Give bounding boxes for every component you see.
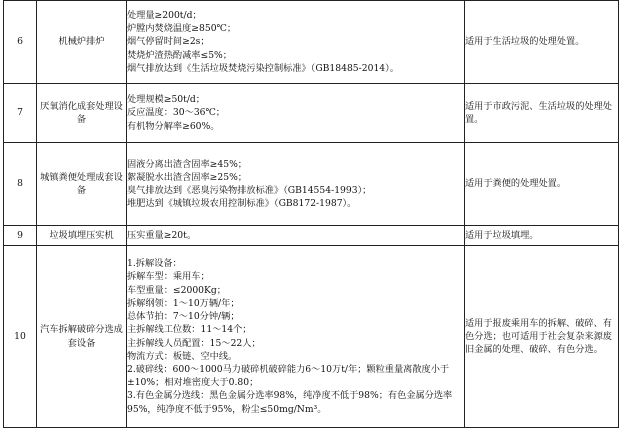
- requirement-line: 烟气停留时间≥2s；: [127, 36, 210, 48]
- requirement-line: 絮凝脱水出渣含固率≥25%；: [127, 171, 247, 183]
- requirement-line: 3.有色金属分选线：黑色金属分选率98%，纯净度不低于98%；有色金属分选率95%，纯净度不低于95%，粉尘≤50mg/Nm³。: [127, 390, 453, 415]
- equipment-name: 机械炉排炉: [37, 1, 127, 84]
- requirement-line: 主拆解线工位数：11～14个；: [127, 324, 252, 336]
- application-scope: 适用于垃圾填埋。: [465, 226, 619, 246]
- application-scope: 适用于粪便的处理处置。: [465, 143, 619, 226]
- requirement-line: 臭气排放达到《恶臭污染物排放标准》（GB14554-1993）；: [127, 185, 372, 196]
- application-scope: 适用于报废乘用车的拆解、破碎、有色分选；也可适用于社会复杂来源废旧金属的处理、破碎、有色分选。: [465, 246, 619, 428]
- row-number: 10: [4, 246, 37, 428]
- technical-requirements: [127, 226, 465, 246]
- requirement-line: 处理量≥200t/d；: [127, 9, 202, 21]
- requirement-line: 主拆解线人员配置：15～22人；: [127, 337, 261, 349]
- requirement-line: 压实重量≥20t。: [127, 229, 197, 241]
- requirement-line: 拆解车型：乘用车；: [127, 271, 210, 283]
- requirement-line: 炉膛内焚烧温度≥850℃；: [127, 23, 237, 35]
- equipment-name: 垃圾填埋压实机: [37, 226, 127, 246]
- table-row: [4, 226, 619, 246]
- requirement-line: 焚烧炉渣热酌减率≤5%；: [127, 49, 232, 61]
- row-number: 7: [4, 84, 37, 143]
- equipment-spec-table: [3, 0, 619, 428]
- technical-requirements: [127, 1, 465, 84]
- requirement-line: 处理规模≥50t/d；: [127, 94, 205, 106]
- row-number: 6: [4, 1, 37, 84]
- table-row: [4, 246, 619, 428]
- application-scope: 适用于生活垃圾的处理处置。: [465, 1, 619, 84]
- application-scope: 适用于市政污泥、生活垃圾的处理处置。: [465, 84, 619, 143]
- requirement-line: 2.破碎线：600～1000马力破碎机破碎能力6～10万t/年；颗粒重量离散度小于±10%；相对堆密度大于0.80；: [127, 363, 450, 389]
- requirement-line: 物流方式：板链、空中线。: [127, 350, 238, 362]
- requirement-line: 固液分离出渣含固率≥45%；: [127, 158, 247, 170]
- equipment-name: 城镇粪便处理成套设备: [37, 143, 127, 226]
- technical-requirements: [127, 84, 465, 143]
- requirement-line: 拆解纲领：1～10万辆/年；: [127, 297, 240, 309]
- table-row: [4, 143, 619, 226]
- row-number: 9: [4, 226, 37, 246]
- equipment-name: 汽车拆解破碎分选成套设备: [37, 246, 127, 428]
- technical-requirements: [127, 246, 465, 428]
- requirement-line: 反应温度：30～36℃；: [127, 107, 225, 119]
- requirement-line: 车型重量：≤2000Kg；: [127, 284, 226, 296]
- requirement-line: 总体节拍：7～10分钟/辆；: [127, 311, 240, 323]
- requirement-line: 堆肥达到《城镇垃圾农用控制标准》（GB8172-1987）。: [127, 198, 357, 210]
- requirement-line: 1.拆解设备：: [127, 258, 182, 270]
- equipment-name: 厌氧消化成套处理设备: [37, 84, 127, 143]
- table-row: [4, 1, 619, 84]
- requirement-line: 有机物分解率≥60%。: [127, 120, 220, 132]
- row-number: 8: [4, 143, 37, 226]
- table-row: [4, 84, 619, 143]
- technical-requirements: [127, 143, 465, 226]
- requirement-line: 烟气排放达到《生活垃圾焚烧污染控制标准》（GB18485-2014）。: [127, 62, 399, 74]
